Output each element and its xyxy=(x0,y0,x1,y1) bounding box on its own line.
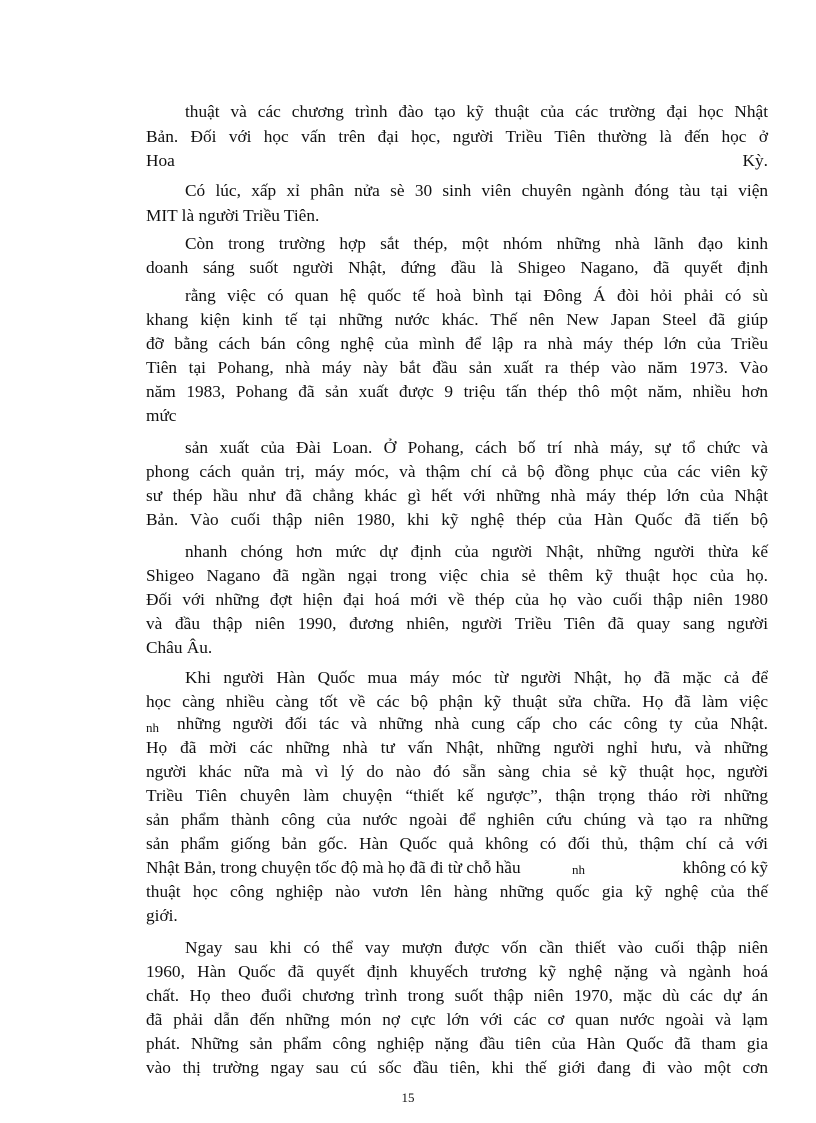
text-fragment: không có kỹ xyxy=(682,858,768,877)
text-line: những người đối tác và những nhà cung cấp cho các công ty của Nhật. xyxy=(177,714,768,733)
text-line: người khác nữa mà vì lý do nào đó sẵn sàng chia sẻ kỹ thuật học, người xyxy=(146,762,768,781)
text-line: MIT là người Triều Tiên. xyxy=(146,206,320,225)
text-line: nhanh chóng hơn mức dự định của người Nhật, những người thừa kế xyxy=(185,542,768,561)
text-line: Họ đã mời các những nhà tư vấn Nhật, những người nghỉ hưu, và những xyxy=(146,738,768,757)
text-fragment: Hoa xyxy=(146,151,175,170)
text-line: phát. Những sản phẩm công nghiệp nặng đầu tiên của Hàn Quốc đã tham gia xyxy=(146,1034,768,1053)
text-line: Bản. Vào cuối thập niên 1980, khi kỹ nghệ thép của Hàn Quốc đã tiến bộ xyxy=(146,510,768,529)
text-line: rằng việc có quan hệ quốc tế hoà bình tại Đông Á đòi hỏi phải có sù xyxy=(185,286,768,305)
text-line: Shigeo Nagano đã ngần ngại trong việc chia sẻ thêm kỹ thuật học của họ. xyxy=(146,566,768,585)
text-line: đỡ bằng cách bán công nghệ của mình để lập ra nhà máy thép lớn của Triều xyxy=(146,334,768,353)
text-line: mức xyxy=(146,406,177,425)
text-line: năm 1983, Pohang đã sản xuất được 9 triệu tấn thép thô một năm, nhiều hơn xyxy=(146,382,768,401)
text-line: chất. Họ theo đuổi chương trình trong suốt thập niên 1970, mặc dù các dự án xyxy=(146,986,768,1005)
text-line: Châu Âu. xyxy=(146,638,213,657)
text-line: khang kiện kinh tế tại những nước khác. Thế nên New Japan Steel đã giúp xyxy=(146,310,768,329)
text-line: Ngay sau khi có thể vay mượn được vốn cần thiết vào cuối thập niên xyxy=(185,938,768,957)
text-line: Khi người Hàn Quốc mua máy móc từ người Nhật, họ đã mặc cả để xyxy=(185,668,768,687)
text-line: vào thị trường ngay sau cú sốc đầu tiên, khi thế giới đang đi vào một cơn xyxy=(146,1058,768,1077)
text-line: Nhật Bản, trong chuyện tốc độ mà họ đã đi từ chỗ hầu xyxy=(146,858,521,877)
text-line: sản xuất của Đài Loan. Ở Pohang, cách bố trí nhà máy, sự tổ chức và xyxy=(185,438,768,457)
text-fragment: nh xyxy=(146,720,159,735)
text-line xyxy=(146,150,768,171)
text-line: và đầu thập niên 1990, đương nhiên, người Triều Tiên đã quay sang người xyxy=(146,614,768,633)
text-line: sản phẩm giống bản gốc. Hàn Quốc quả không có đối thủ, thậm chí cả với xyxy=(146,834,768,853)
text-line: Còn trong trường hợp sắt thép, một nhóm những nhà lãnh đạo kinh xyxy=(185,234,768,253)
text-line: Có lúc, xấp xỉ phân nửa sè 30 sinh viên chuyên ngành đóng tàu tại viện xyxy=(185,181,768,200)
text-line: Triều Tiên chuyên làm chuyện “thiết kế ngược”, thận trọng tháo rời những xyxy=(146,786,768,805)
text-line: Đối với những đợt hiện đại hoá mới về thép của họ vào cuối thập niên 1980 xyxy=(146,590,768,609)
text-line: giới. xyxy=(146,906,178,925)
text-line: sư thép hầu như đã chẳng khác gì hết với những nhà máy thép lớn của Nhật xyxy=(146,486,768,505)
text-line: sản phẩm thành công của nước ngoài để nghiên cứu chúng và tạo ra những xyxy=(146,810,768,829)
text-line: thuật và các chương trình đào tạo kỹ thuật của các trường đại học Nhật xyxy=(185,102,768,121)
text-line: học càng nhiều càng tốt về các bộ phận kỹ thuật sửa chữa. Họ đã làm việc xyxy=(146,692,768,711)
text-fragment: Kỳ. xyxy=(742,151,768,170)
text-line: Bản. Đối với học vấn trên đại học, người Triều Tiên thường là đến học ở xyxy=(146,127,768,146)
text-line: Tiên tại Pohang, nhà máy này bắt đầu sản xuất ra thép vào năm 1973. Vào xyxy=(146,358,768,377)
page-number: 15 xyxy=(401,1090,415,1105)
text-line: 1960, Hàn Quốc đã quyết định khuyếch trương kỹ nghệ nặng và ngành hoá xyxy=(146,962,768,981)
text-line: thuật học công nghiệp nào vươn lên hàng những quốc gia kỹ nghệ của thế xyxy=(146,882,768,901)
text-line: phong cách quản trị, máy móc, và thậm chí cả bộ đồng phục của các viên kỹ xyxy=(146,462,768,481)
text-fragment: nh xyxy=(572,862,585,877)
text-line: doanh sáng suốt người Nhật, đứng đầu là Shigeo Nagano, đã quyết định xyxy=(146,258,768,277)
text-line: đã phải dẫn đến những món nợ cực lớn với các cơ quan nước ngoài và lạm xyxy=(146,1010,768,1029)
